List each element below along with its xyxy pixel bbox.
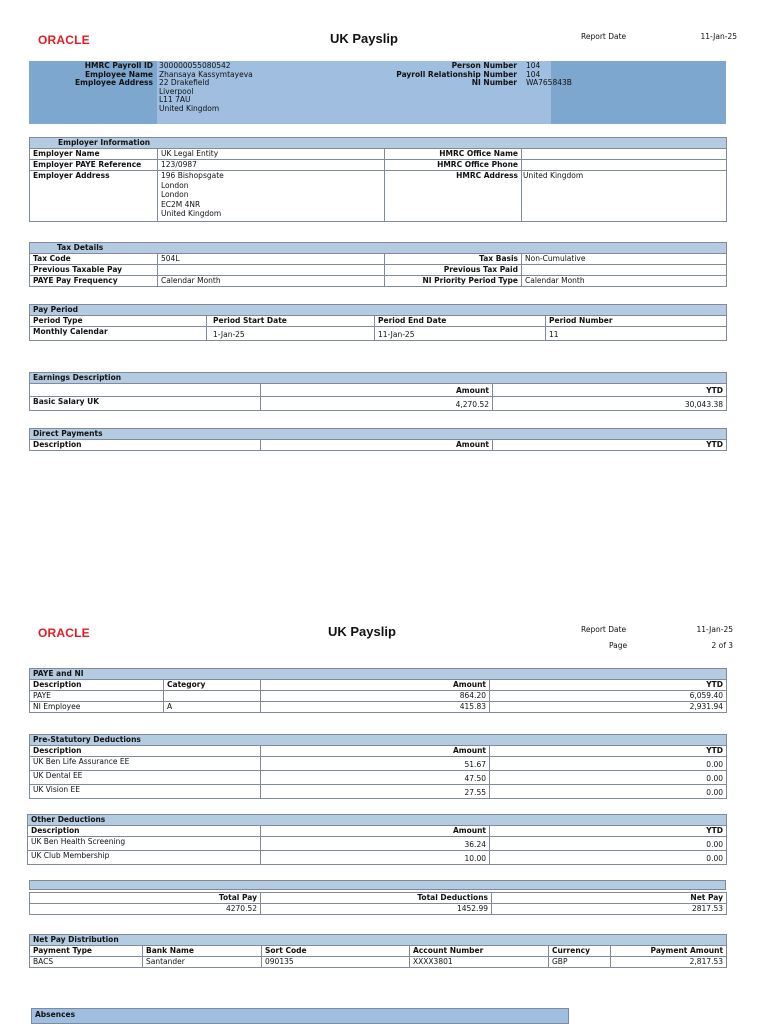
address-line: 22 Drakefield [159,78,210,87]
payroll-id: 300000055080542 [159,61,231,70]
employee-name: Zhansaya Kassymtayeva [159,69,253,79]
table-row [28,851,727,865]
col-header: Amount [261,384,493,397]
total-deductions-label: Total Deductions [261,893,492,904]
report-date: 11-Jan-25 [700,32,737,41]
col-header: Description [30,746,261,757]
total-deductions: 1452.99 [261,904,492,915]
prev-tax-paid [522,265,727,276]
hmrc-office-phone [522,160,727,171]
direct-payments-table [29,428,727,451]
deduction-amount: 51.67 [261,757,490,771]
payroll-id-label: HMRC Payroll ID [84,61,153,70]
col-header: YTD [490,680,727,691]
employee-address-label: Employee Address [75,78,153,87]
page-number: 2 of 3 [711,641,733,650]
table-row [30,957,727,968]
employee-left-values [159,62,253,113]
col-header: Currency [549,946,611,957]
col-header: Bank Name [143,946,262,957]
employee-right-values [526,62,572,88]
col-header: Amount [261,440,493,451]
employer-address [158,171,385,222]
col-header: YTD [493,440,727,451]
totals-table [29,892,727,915]
other-deductions-table [27,814,727,865]
bank-name: Santander [143,957,262,968]
col-header: Amount [261,826,490,837]
table-row [30,785,727,799]
hmrc-office-name [522,149,727,160]
deduction-category [164,691,261,702]
pay-period-section: Pay Period [30,305,727,316]
paye-frequency: Calendar Month [158,276,385,287]
col-header: Description [30,440,261,451]
col-header: Period End Date [375,316,546,327]
col-header: Account Number [410,946,549,957]
address-line: EC2M 4NR [161,199,201,209]
hmrc-address: United Kingdom [522,171,727,222]
employee-name-label: Employee Name [85,69,153,79]
address-line: Liverpool [159,86,194,96]
deduction-ytd: 2,931.94 [490,702,727,713]
tax-code-label: Tax Code [30,254,158,265]
oracle-logo: ORACLE [38,33,90,47]
deduction-ytd: 6,059.40 [490,691,727,702]
hmrc-address-label: HMRC Address [385,171,522,222]
relationship-number-label: Payroll Relationship Number [396,69,517,79]
period-start: 1-Jan-25 [207,327,375,341]
col-header: Payment Amount [611,946,727,957]
deduction-description: UK Dental EE [30,771,261,785]
total-pay: 4270.52 [30,904,261,915]
pre-statutory-table [29,734,727,799]
hmrc-office-name-label: HMRC Office Name [385,149,522,160]
payment-type: BACS [30,957,143,968]
distribution-section: Net Pay Distribution [30,935,727,946]
table-row [30,757,727,771]
person-number-label: Person Number [451,61,517,70]
earnings-table [29,372,727,411]
address-line: London [161,190,189,200]
employer-paye: 123/0987 [158,160,385,171]
ni-number: WA765843B [526,78,572,87]
address-line: United Kingdom [161,209,222,219]
prev-taxable-pay [158,265,385,276]
employee-left-labels [29,62,153,88]
deduction-amount: 10.00 [261,851,490,865]
report-date-label: Report Date [581,32,627,41]
employer-paye-label: Employer PAYE Reference [30,160,158,171]
relationship-number: 104 [526,69,541,79]
deduction-ytd: 0.00 [490,785,727,799]
currency: GBP [549,957,611,968]
employer-section-label: Employer Information [58,138,151,147]
period-type: Monthly Calendar [30,327,207,341]
totals-band [29,880,726,890]
employer-name-label: Employer Name [30,149,158,160]
deduction-ytd: 0.00 [490,851,727,865]
deduction-description: UK Club Membership [28,851,261,865]
hmrc-office-phone-label: HMRC Office Phone [385,160,522,171]
prev-taxable-pay-label: Previous Taxable Pay [30,265,158,276]
deduction-description: NI Employee [30,702,164,713]
table-row [28,837,727,851]
pre-statutory-section: Pre-Statutory Deductions [30,735,727,746]
col-header: Payment Type [30,946,143,957]
deduction-description: UK Ben Health Screening [28,837,261,851]
col-header: Description [28,826,261,837]
paye-ni-section: PAYE and NI [30,669,727,680]
col-header: YTD [493,384,727,397]
tax-basis: Non-Cumulative [522,254,727,265]
report-date-label: Report Date [581,625,627,634]
address-line: United Kingdom [159,103,220,113]
oracle-logo: ORACLE [38,626,90,640]
tax-basis-label: Tax Basis [385,254,522,265]
col-header: YTD [490,746,727,757]
col-header: Description [30,680,164,691]
pay-period-table [29,304,727,341]
col-header [30,384,261,397]
col-header: Sort Code [262,946,410,957]
total-pay-label: Total Pay [30,893,261,904]
ni-priority-period: Calendar Month [522,276,727,287]
person-number: 104 [526,61,541,70]
earning-description: Basic Salary UK [30,397,261,411]
address-line: London [161,180,189,190]
section-title [30,138,727,149]
tax-section-label: Tax Details [57,243,104,252]
deduction-amount: 36.24 [261,837,490,851]
period-number: 11 [546,327,727,341]
deduction-description: PAYE [30,691,164,702]
table-row [30,771,727,785]
col-header: Category [164,680,261,691]
payment-amount: 2,817.53 [611,957,727,968]
paye-ni-table [29,668,727,713]
col-header: Period Type [30,316,207,327]
deduction-ytd: 0.00 [490,837,727,851]
deduction-description: UK Vision EE [30,785,261,799]
deduction-amount: 864.20 [261,691,490,702]
deduction-ytd: 0.00 [490,771,727,785]
deduction-category: A [164,702,261,713]
earning-ytd: 30,043.38 [493,397,727,411]
ni-number-label: NI Number [471,78,517,87]
address-line: 196 Bishopsgate [161,171,224,180]
page-label: Page [609,641,628,650]
table-row [30,691,727,702]
employee-info-panel [29,61,726,124]
earnings-section: Earnings Description [30,373,727,384]
employee-right-labels [389,62,517,88]
net-pay-distribution-table [29,934,727,968]
employer-info-table [29,137,727,222]
deduction-amount: 415.83 [261,702,490,713]
deduction-ytd: 0.00 [490,757,727,771]
earning-amount: 4,270.52 [261,397,493,411]
col-header: Period Number [546,316,727,327]
tax-code: 504L [158,254,385,265]
deduction-description: UK Ben Life Assurance EE [30,757,261,771]
ni-priority-period-label: NI Priority Period Type [385,276,522,287]
page-title: UK Payslip [328,624,396,639]
paye-frequency-label: PAYE Pay Frequency [30,276,158,287]
page-title: UK Payslip [330,31,398,46]
direct-payments-section: Direct Payments [30,429,727,440]
tax-details-table [29,242,727,287]
period-end: 11-Jan-25 [375,327,546,341]
col-header: YTD [490,826,727,837]
deduction-amount: 27.55 [261,785,490,799]
col-header: Amount [261,680,490,691]
absences-label: Absences [35,1010,76,1019]
employer-name: UK Legal Entity [158,149,385,160]
absences-section [31,1008,569,1024]
report-date: 11-Jan-25 [696,625,733,634]
section-title [30,243,727,254]
sort-code: 090135 [262,957,410,968]
employer-address-label: Employer Address [30,171,158,222]
prev-tax-paid-label: Previous Tax Paid [385,265,522,276]
address-line: L11 7AU [159,95,191,104]
table-row [30,702,727,713]
account-number: XXXX3801 [410,957,549,968]
col-header: Amount [261,746,490,757]
net-pay: 2817.53 [492,904,727,915]
net-pay-label: Net Pay [492,893,727,904]
deduction-amount: 47.50 [261,771,490,785]
col-header: Period Start Date [207,316,375,327]
other-deductions-section: Other Deductions [28,815,727,826]
